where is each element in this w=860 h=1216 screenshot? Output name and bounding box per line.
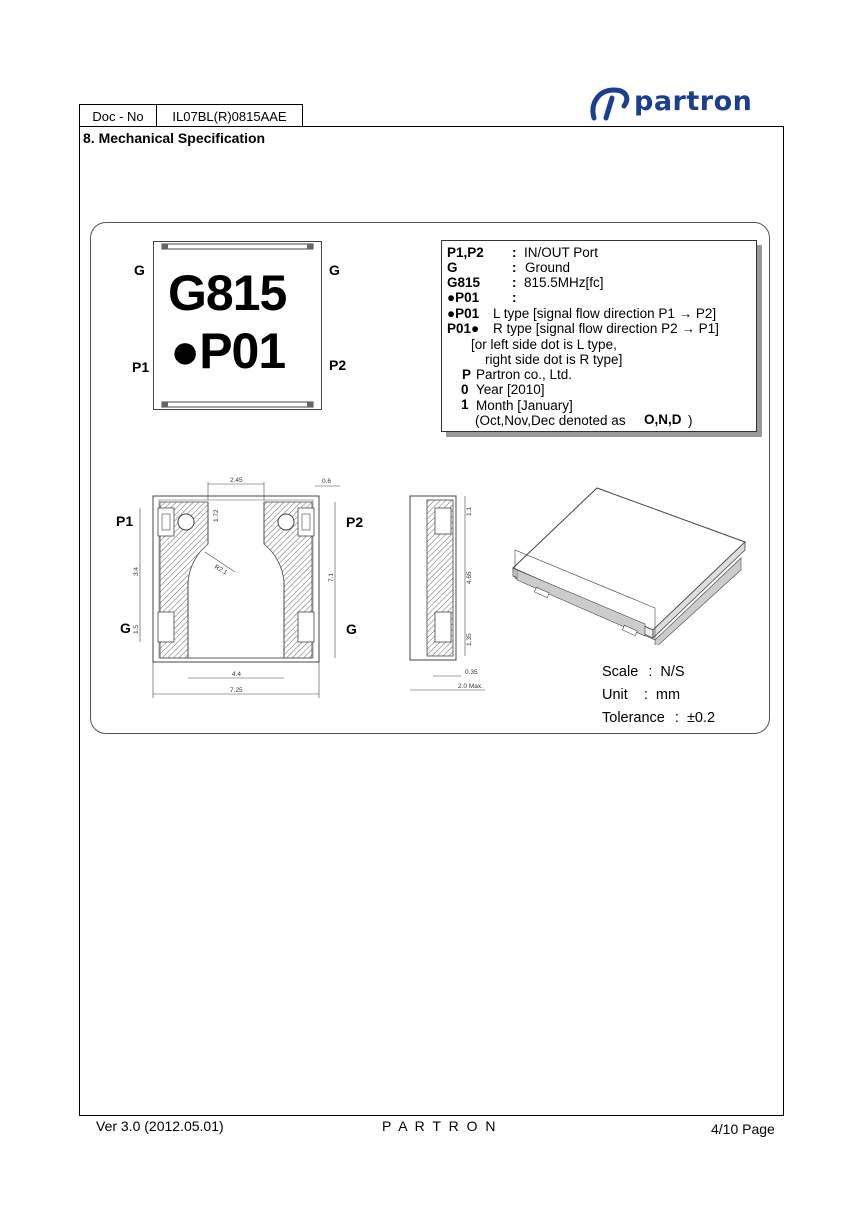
legend-code-desc: Partron co., Ltd. xyxy=(476,367,573,382)
legend-code-desc: Month [January] xyxy=(476,398,573,413)
unit-note xyxy=(602,687,680,703)
legend-note: right side dot is R type] xyxy=(485,352,623,367)
scale-label: Scale xyxy=(602,664,639,680)
dim-notch-depth: 1.72 xyxy=(213,509,220,522)
pin-p1: P1 xyxy=(132,359,150,375)
dim-side-top: 1.1 xyxy=(466,506,473,516)
scale-value: N/S xyxy=(660,664,685,680)
partron-logo-text: partron xyxy=(634,86,753,117)
dim-side-thick: 0.35 xyxy=(465,669,478,676)
legend-desc: L type [signal flow direction P1 → P2] xyxy=(493,306,717,321)
tolerance-note xyxy=(602,710,715,726)
legend-month-suffix: ) xyxy=(688,413,693,428)
dim-top-gap: 2.45 xyxy=(230,477,243,484)
doc-number: IL07BL(R)0815AAE xyxy=(172,108,287,124)
top-view-package xyxy=(153,241,322,410)
legend-code-key: 1 xyxy=(461,397,469,412)
legend-code-key: 0 xyxy=(461,382,469,397)
legend-code-desc: Year [2010] xyxy=(476,382,545,397)
legend-sep: : xyxy=(512,290,517,305)
pin-g-right: G xyxy=(329,262,340,278)
marking-lot: ●P01 xyxy=(170,323,286,379)
tolerance-label: Tolerance xyxy=(602,710,665,726)
dim-side-bot: 1.35 xyxy=(466,633,473,646)
scale-note xyxy=(602,664,685,680)
unit-label: Unit xyxy=(602,687,628,703)
legend-desc: IN/OUT Port xyxy=(524,245,599,260)
unit-value: mm xyxy=(655,687,681,703)
isometric-view-drawing xyxy=(505,480,750,645)
drawing-pin-g-right: G xyxy=(346,621,357,637)
dim-side-max: 2.0 Max. xyxy=(458,683,483,690)
legend-sep: : xyxy=(512,275,517,290)
legend-key: P01● xyxy=(447,321,480,336)
legend-note: [or left side dot is L type, xyxy=(471,337,617,352)
doc-number-box xyxy=(79,104,303,127)
dim-inner-width: 4.4 xyxy=(232,671,242,678)
legend-month-note: (Oct,Nov,Dec denoted as xyxy=(475,413,626,428)
legend-sep: : xyxy=(512,260,517,275)
dim-side-mid: 4.65 xyxy=(466,571,473,584)
dim-outer-width: 7.25 xyxy=(230,687,243,694)
dim-pad-pitch: 3.4 xyxy=(133,566,140,576)
marking-code: G815 xyxy=(168,265,287,321)
tolerance-value: ±0.2 xyxy=(686,710,716,726)
drawing-pin-p2: P2 xyxy=(346,514,364,530)
legend-key: G815 xyxy=(447,275,481,290)
legend-key: ●P01 xyxy=(447,306,480,321)
pin-p2: P2 xyxy=(329,357,347,373)
footer-page: 4/10 Page xyxy=(711,1121,775,1137)
unit-colon: : xyxy=(643,687,648,703)
marking-legend xyxy=(441,240,757,432)
legend-key: P1,P2 xyxy=(447,245,484,260)
dim-radius: R2.1 xyxy=(213,563,229,577)
footer-version: Ver 3.0 (2012.05.01) xyxy=(96,1118,224,1134)
pin-g-left: G xyxy=(134,262,145,278)
partron-logo-mark-icon xyxy=(588,84,632,124)
dim-height: 7.1 xyxy=(328,572,335,582)
bottom-view-drawing xyxy=(110,472,380,702)
tolerance-colon: : xyxy=(674,710,679,726)
legend-key: ●P01 xyxy=(447,290,480,305)
legend-desc: 815.5MHz[fc] xyxy=(524,275,604,290)
side-view-drawing xyxy=(405,490,495,695)
scale-colon: : xyxy=(648,664,653,680)
legend-sep: : xyxy=(512,245,517,260)
partron-logo xyxy=(588,84,783,124)
dim-pad-len: 1.5 xyxy=(133,624,140,634)
legend-key: G xyxy=(447,260,458,275)
legend-code-key: P xyxy=(462,367,472,382)
section-title: 8. Mechanical Specification xyxy=(83,130,266,146)
legend-desc: R type [signal flow direction P2 → P1] xyxy=(493,321,719,336)
dim-pad-width: 0.6 xyxy=(322,478,332,485)
legend-month-codes: O,N,D xyxy=(644,412,682,427)
legend-desc: Ground xyxy=(525,260,571,275)
drawing-pin-p1: P1 xyxy=(116,513,134,529)
doc-label: Doc - No xyxy=(80,105,157,127)
footer-company: P A R T R O N xyxy=(382,1118,498,1134)
drawing-pin-g-left: G xyxy=(120,620,131,636)
